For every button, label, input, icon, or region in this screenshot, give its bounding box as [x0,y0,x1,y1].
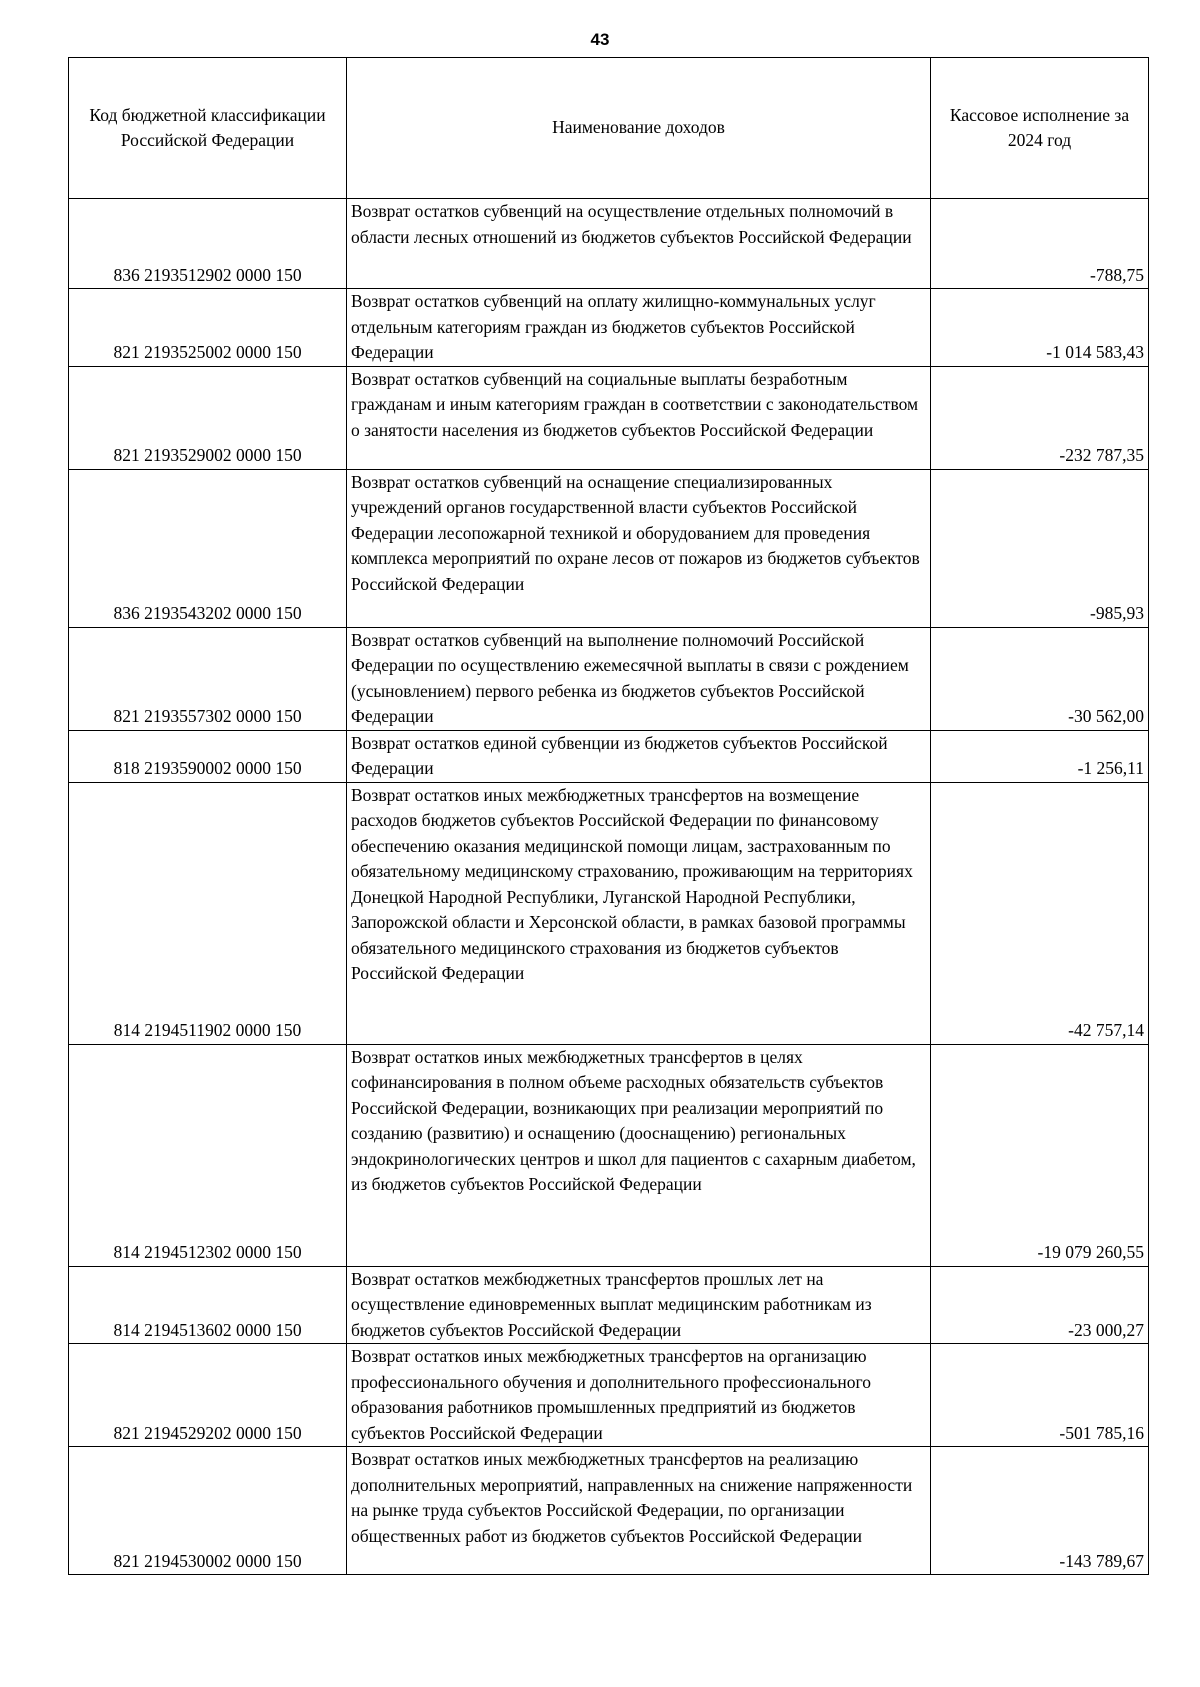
row-code: 821 2193525002 0000 150 [69,289,347,367]
header-name: Наименование доходов [347,58,931,199]
row-amount: -30 562,00 [931,627,1149,730]
page-number: 43 [590,30,610,49]
row-code: 836 2193512902 0000 150 [69,199,347,289]
table-row [69,730,1149,782]
table-row [69,469,1149,627]
row-code: 836 2193543202 0000 150 [69,469,347,627]
table-header-row [69,58,1149,199]
table-body [69,199,1149,1575]
row-name: Возврат остатков единой субвенции из бюджетов субъектов Российской Федерации [347,730,931,782]
row-code: 818 2193590002 0000 150 [69,730,347,782]
row-amount: -1 256,11 [931,730,1149,782]
row-code: 814 2194513602 0000 150 [69,1266,347,1344]
row-amount: -1 014 583,43 [931,289,1149,367]
table-row [69,1344,1149,1447]
row-amount: -42 757,14 [931,782,1149,1044]
table-row [69,366,1149,469]
row-code: 821 2194529202 0000 150 [69,1344,347,1447]
row-code: 821 2194530002 0000 150 [69,1447,347,1575]
row-code: 821 2193557302 0000 150 [69,627,347,730]
row-name: Возврат остатков субвенций на оснащение специализированных учреждений органов государственной власти субъектов Российской Федерации лесопожарной техникой и оборудованием для проведения комплекса мероприятий по охране лесов от пожаров из бюджетов субъектов Российской Федерации [347,469,931,627]
table-row [69,199,1149,289]
table-row [69,627,1149,730]
row-amount: -501 785,16 [931,1344,1149,1447]
row-code: 814 2194511902 0000 150 [69,782,347,1044]
table-row [69,782,1149,1044]
row-amount: -143 789,67 [931,1447,1149,1575]
row-name: Возврат остатков иных межбюджетных трансфертов на возмещение расходов бюджетов субъектов Российской Федерации по финансовому обеспечению оказания медицинской помощи лицам, застрахованным по обязательному медицинскому страхованию, проживающим на территориях Донецкой Народной Республики, Луганской Народной Республики, Запорожской области и Херсонской области, в рамках базовой программы обязательного медицинского страхования из бюджетов субъектов Российской Федерации [347,782,931,1044]
row-name: Возврат остатков субвенций на выполнение полномочий Российской Федерации по осуществлению ежемесячной выплаты в связи с рождением (усыновлением) первого ребенка из бюджетов субъектов Российской Федерации [347,627,931,730]
row-name: Возврат остатков иных межбюджетных трансфертов на реализацию дополнительных мероприятий, направленных на снижение напряженности на рынке труда субъектов Российской Федерации, по организации общественных работ из бюджетов субъектов Российской Федерации [347,1447,931,1575]
row-amount: -23 000,27 [931,1266,1149,1344]
row-name: Возврат остатков межбюджетных трансфертов прошлых лет на осуществление единовременных выплат медицинским работникам из бюджетов субъектов Российской Федерации [347,1266,931,1344]
table-row [69,1266,1149,1344]
header-code: Код бюджетной классификации Российской Федерации [69,58,347,199]
table-row [69,1447,1149,1575]
row-code: 814 2194512302 0000 150 [69,1044,347,1266]
revenue-table [68,57,1149,1575]
table-row [69,1044,1149,1266]
row-name: Возврат остатков иных межбюджетных трансфертов на организацию профессионального обучения и дополнительного профессионального образования работников промышленных предприятий из бюджетов субъектов Российской Федерации [347,1344,931,1447]
row-amount: -788,75 [931,199,1149,289]
row-name: Возврат остатков субвенций на оплату жилищно-коммунальных услуг отдельным категориям граждан из бюджетов субъектов Российской Федерации [347,289,931,367]
row-name: Возврат остатков иных межбюджетных трансфертов в целях софинансирования в полном объеме расходных обязательств субъектов Российской Федерации, возникающих при реализации мероприятий по созданию (развитию) и оснащению (дооснащению) региональных эндокринологических центров и школ для пациентов с сахарным диабетом, из бюджетов субъектов Российской Федерации [347,1044,931,1266]
header-amount: Кассовое исполнение за 2024 год [931,58,1149,199]
row-amount: -232 787,35 [931,366,1149,469]
row-name: Возврат остатков субвенций на социальные выплаты безработным гражданам и иным категориям граждан в соответствии с законодательством о занятости населения из бюджетов субъектов Российской Федерации [347,366,931,469]
table-row [69,289,1149,367]
row-name: Возврат остатков субвенций на осуществление отдельных полномочий в области лесных отношений из бюджетов субъектов Российской Федерации [347,199,931,289]
row-amount: -19 079 260,55 [931,1044,1149,1266]
row-code: 821 2193529002 0000 150 [69,366,347,469]
row-amount: -985,93 [931,469,1149,627]
